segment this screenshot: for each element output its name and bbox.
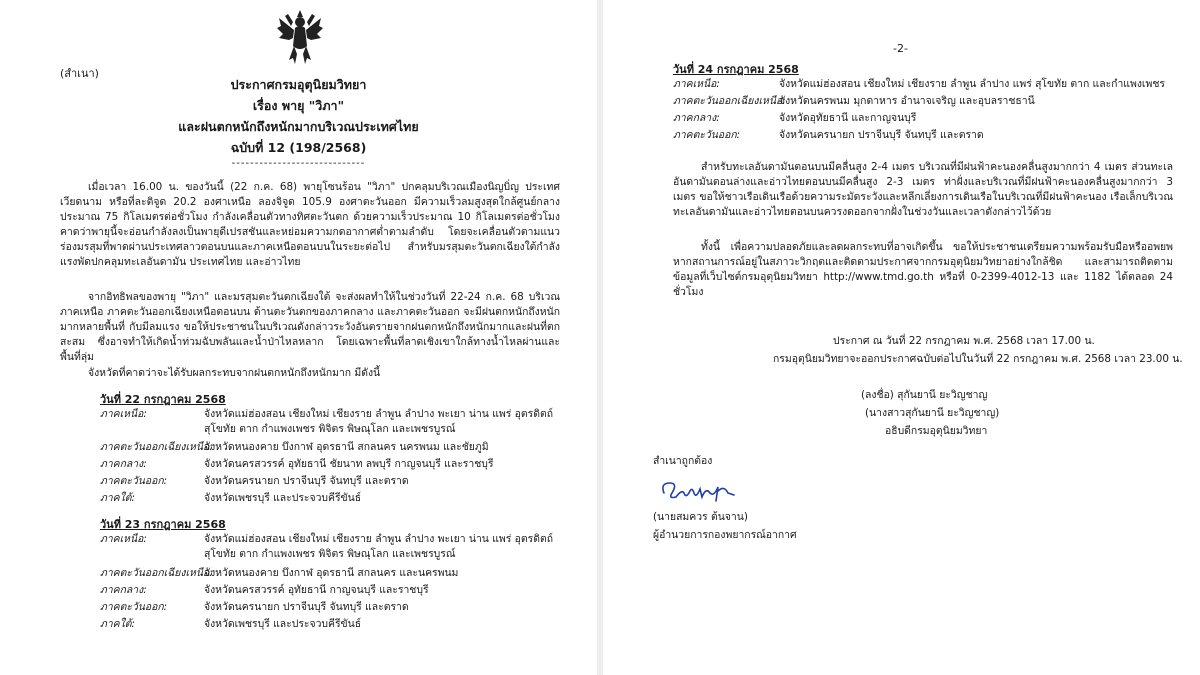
- region-provinces: จังหวัดนครสวรรค์ อุทัยธานี ชัยนาท ลพบุรี กาญจนบุรี และราชบุรี: [204, 458, 494, 470]
- region-label: ภาคเหนือ:: [673, 78, 720, 90]
- announcement-subject: เรื่อง พายุ "วิภา": [252, 98, 345, 113]
- signer-title: อธิบดีกรมอุตุนิยมวิทยา: [885, 425, 988, 437]
- region-provinces: จังหวัดเพชรบุรี และประจวบคีรีขันธ์: [204, 618, 362, 630]
- region-row: [100, 457, 560, 472]
- region-label: ภาคตะวันออก:: [100, 475, 168, 487]
- region-label: ภาคตะวันออก:: [673, 129, 741, 141]
- paragraph-affected-intro: จังหวัดที่คาดว่าจะได้รับผลกระทบจากฝนตกหนักถึงหนักมาก มีดังนี้: [88, 367, 381, 379]
- page-number: -2-: [893, 42, 908, 55]
- region-row: [100, 532, 560, 562]
- region-row: [673, 77, 1173, 92]
- region-label: ภาคตะวันออกเฉียงเหนือ:: [100, 567, 213, 579]
- paragraph-storm-status: เมื่อเวลา 16.00 น. ของวันนี้ (22 ก.ค. 68) พายุโซนร้อน "วิภา" ปกคลุมบริเวณเมืองนิญบิ่ญ ประเทศเวียดนาม หรือที่ละติจูด 20.2 องศาเหนือ ลองจิจูด 105.9 องศาตะวันออก มีความเร็วลมสูงสุดใกล้ศูนย์กลางประมาณ 75 กิโลเมตรต่อชั่วโมง กำลังเคลื่อนตัวทางทิศตะวันตก ด้วยความเร็วประมาณ 10 กิโลเมตรต่อชั่วโมง คาดว่าพายุนี้จะอ่อนกำลังลงเป็นพายุดีเปรสชันและหย่อมความกดอากาศต่ำตามลำดับ โดยจะเคลื่อนตัวตามแนวร่องมรสุมที่พาดผ่านประเทศลาวตอนบนและภาคเหนือตอนบนในระยะต่อไป สำหรับมรสุมตะวันตกเฉียงใต้กำลังแรงพัดปกคลุมทะเลอันดามัน ประเทศไทย และอ่าวไทย: [60, 181, 560, 268]
- announcement-subtitle: และฝนตกหนักถึงหนักมากบริเวณประเทศไทย: [178, 119, 419, 134]
- region-provinces: จังหวัดอุทัยธานี และกาญจนบุรี: [779, 112, 917, 124]
- next-issue-note: กรมอุตุนิยมวิทยาจะออกประกาศฉบับต่อไปในวันที่ 22 กรกฎาคม พ.ศ. 2568 เวลา 23.00 น.: [773, 353, 1183, 365]
- signer-name: (นางสาวสุกันยานี ยะวิญชาญ): [865, 407, 1000, 419]
- announcement-issue: ฉบับที่ 12 (198/2568): [230, 140, 367, 155]
- region-label: ภาคใต้:: [100, 618, 135, 630]
- document-page-2: [603, 0, 1200, 675]
- document-page-1: [0, 0, 597, 675]
- region-row: [100, 491, 560, 506]
- day-heading-22: วันที่ 22 กรกฎาคม 2568: [100, 393, 226, 406]
- certified-label: สำเนาถูกต้อง: [653, 455, 713, 467]
- region-provinces: จังหวัดนครนายก ปราจีนบุรี จันทบุรี และตราด: [204, 601, 409, 613]
- region-row: [100, 474, 560, 489]
- certifier-name: (นายสมควร ต้นจาน): [653, 511, 748, 523]
- region-provinces: จังหวัดหนองคาย บึงกาฬ อุดรธานี สกลนคร และนครพนม: [204, 567, 459, 579]
- region-row: [673, 94, 1173, 109]
- region-label: ภาคเหนือ:: [100, 408, 147, 420]
- region-label: ภาคกลาง:: [100, 458, 147, 470]
- region-row: [100, 600, 560, 615]
- region-provinces: จังหวัดนครพนม มุกดาหาร อำนาจเจริญ และอุบลราชธานี: [779, 95, 1035, 107]
- day-heading-24: วันที่ 24 กรกฎาคม 2568: [673, 63, 799, 76]
- region-provinces: จังหวัดหนองคาย บึงกาฬ อุดรธานี สกลนคร นครพนม และชัยภูมิ: [204, 441, 489, 453]
- region-provinces: จังหวัดเพชรบุรี และประจวบคีรีขันธ์: [204, 492, 362, 504]
- certifier-title: ผู้อำนวยการกองพยากรณ์อากาศ: [653, 529, 797, 541]
- region-label: ภาคใต้:: [100, 492, 135, 504]
- region-label: ภาคตะวันออกเฉียงเหนือ:: [100, 441, 213, 453]
- region-provinces: จังหวัดนครสวรรค์ อุทัยธานี กาญจนบุรี และราชบุรี: [204, 584, 429, 596]
- announcement-header: [0, 74, 597, 170]
- region-row: [673, 111, 1173, 126]
- region-label: ภาคกลาง:: [673, 112, 720, 124]
- paragraph-sea-warning: สำหรับทะเลอันดามันตอนบนมีคลื่นสูง 2-4 เมตร บริเวณที่มีฝนฟ้าคะนองคลื่นสูงมากกว่า 4 เมตร ส่วนทะเลอันดามันตอนล่างและอ่าวไทยตอนบนมีคลื่นสูง 2-3 เมตร ท่าฝั่งและบริเวณที่มีฝนฟ้าคะนองคลื่นสูงมากกว่า 3 เมตร ขอให้ชาวเรือเดินเรือด้วยความระมัดระวังและหลีกเลี่ยงการเดินเรือในบริเวณที่มีฝนฟ้าคะนอง เรือเล็กบริเวณทะเลอันดามันและอ่าวไทยตอนบนควรงดออกจากฝั่งในช่วงวันและเวลาดังกล่าวไว้ด้วย: [673, 161, 1173, 218]
- region-row: [100, 407, 560, 437]
- paragraph-impact: จากอิทธิพลของพายุ "วิภา" และมรสุมตะวันตกเฉียงใต้ จะส่งผลทำให้ในช่วงวันที่ 22-24 ก.ค. 68 บริเวณภาคเหนือ ภาคตะวันออกเฉียงเหนือตอนบน ด้านตะวันตกของภาคกลาง และภาคตะวันออก จะมีฝนตกหนักถึงหนักมากหลายพื้นที่ กับมีลมแรง ขอให้ประชาชนในบริเวณดังกล่าวระวังอันตรายจากฝนตกหนักถึงหนักมากและฝนที่ตกสะสม ซึ่งอาจทำให้เกิดน้ำท่วมฉับพลันและน้ำป่าไหลหลาก โดยเฉพาะพื้นที่ลาดเชิงเขาใกล้ทางน้ำไหลผ่านและพื้นที่ลุ่ม: [60, 291, 560, 363]
- region-provinces: จังหวัดแม่ฮ่องสอน เชียงใหม่ เชียงราย ลำพูน ลำปาง พะเยา น่าน แพร่ อุตรดิตถ์ สุโขทัย ตาก กำแพงเพชร พิจิตร พิษณุโลก และเพชรบูรณ์: [204, 408, 553, 435]
- announcement-title: ประกาศกรมอุตุนิยมวิทยา: [230, 77, 367, 92]
- separator: -----------------------------: [231, 158, 366, 169]
- copy-label: (สำเนา): [60, 67, 99, 80]
- region-row: [100, 583, 560, 598]
- region-provinces: จังหวัดนครนายก ปราจีนบุรี จันทบุรี และตราด: [779, 129, 984, 141]
- region-provinces: จังหวัดแม่ฮ่องสอน เชียงใหม่ เชียงราย ลำพูน ลำปาง แพร่ สุโขทัย ตาก และกำแพงเพชร: [779, 78, 1165, 90]
- region-row: [100, 440, 560, 455]
- paragraph-safety: ทั้งนี้ เพื่อความปลอดภัยและลดผลกระทบที่อาจเกิดขึ้น ขอให้ประชาชนเตรียมความพร้อมรับมือหรืออพยพหากสถานการณ์อยู่ในสภาวะวิกฤตและติดตามประกาศจากกรมอุตุนิยมวิทยาอย่างใกล้ชิด และสามารถติดตามข้อมูลที่เว็บไซต์กรมอุตุนิยมวิทยา http://www.tmd.go.th หรือที่ 0-2399-4012-13 และ 1182 ได้ตลอด 24 ชั่วโมง: [673, 241, 1173, 298]
- signed-line: (ลงชื่อ) สุกันยานี ยะวิญชาญ: [861, 389, 988, 401]
- region-provinces: จังหวัดแม่ฮ่องสอน เชียงใหม่ เชียงราย ลำพูน ลำปาง พะเยา น่าน แพร่ อุตรดิตถ์ สุโขทัย ตาก กำแพงเพชร พิจิตร พิษณุโลก และเพชรบูรณ์: [204, 533, 553, 560]
- region-row: [100, 566, 560, 581]
- region-label: ภาคเหนือ:: [100, 533, 147, 545]
- region-label: ภาคกลาง:: [100, 584, 147, 596]
- handwritten-signature-icon: [658, 475, 738, 505]
- region-row: [673, 128, 1173, 143]
- region-label: ภาคตะวันออกเฉียงเหนือ:: [673, 95, 786, 107]
- region-label: ภาคตะวันออก:: [100, 601, 168, 613]
- garuda-emblem-icon: [277, 8, 323, 68]
- region-row: [100, 617, 560, 632]
- day-heading-23: วันที่ 23 กรกฎาคม 2568: [100, 518, 226, 531]
- region-provinces: จังหวัดนครนายก ปราจีนบุรี จันทบุรี และตราด: [204, 475, 409, 487]
- announced-date: ประกาศ ณ วันที่ 22 กรกฎาคม พ.ศ. 2568 เวลา 17.00 น.: [833, 335, 1095, 347]
